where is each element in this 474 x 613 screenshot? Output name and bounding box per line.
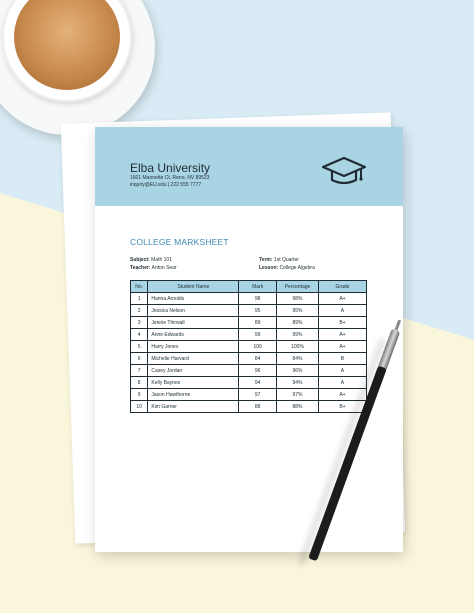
cell-grade: A+	[318, 341, 366, 353]
lesson-line	[259, 265, 315, 271]
cell-mark: 88	[239, 401, 277, 413]
cell-mark: 99	[239, 329, 277, 341]
table-row	[131, 353, 367, 365]
cell-student-name: Kim Garner	[148, 401, 239, 413]
cell-percentage: 88%	[277, 401, 319, 413]
teacher-value: Anton Sear	[151, 265, 177, 271]
table-row	[131, 341, 367, 353]
cell-grade: A+	[318, 329, 366, 341]
subject-line	[130, 257, 172, 263]
col-header-grade: Grade	[318, 281, 366, 293]
cell-student-name: Harry Jones	[148, 341, 239, 353]
cell-mark: 89	[239, 317, 277, 329]
cell-mark: 97	[239, 389, 277, 401]
table-header-row	[131, 281, 367, 293]
table-row	[131, 401, 367, 413]
document-title: COLLEGE MARKSHEET	[130, 237, 229, 247]
col-header-no: No.	[131, 281, 148, 293]
cell-grade: B+	[318, 317, 366, 329]
cell-grade: A+	[318, 293, 366, 305]
cell-percentage: 97%	[277, 389, 319, 401]
table-row	[131, 293, 367, 305]
cell-percentage: 96%	[277, 365, 319, 377]
cell-grade: A	[318, 365, 366, 377]
cell-mark: 100	[239, 341, 277, 353]
cell-student-name: Jessica Nelson	[148, 305, 239, 317]
cell-no: 8	[131, 377, 148, 389]
university-name: Elba University	[130, 161, 211, 175]
cell-grade: A	[318, 305, 366, 317]
subject-label: Subject:	[130, 257, 150, 263]
table-row	[131, 305, 367, 317]
cell-grade: B	[318, 353, 366, 365]
cell-percentage: 98%	[277, 293, 319, 305]
table-row	[131, 317, 367, 329]
cell-mark: 84	[239, 353, 277, 365]
graduation-cap-icon	[321, 156, 367, 186]
lesson-label: Lesson:	[259, 265, 279, 271]
cell-percentage: 95%	[277, 305, 319, 317]
cell-no: 7	[131, 365, 148, 377]
term-label: Term:	[259, 257, 273, 263]
cell-percentage: 99%	[277, 329, 319, 341]
term-value: 1st Quarter	[273, 257, 299, 263]
table-row	[131, 389, 367, 401]
col-header-mark: Mark	[239, 281, 277, 293]
cell-grade: A	[318, 377, 366, 389]
university-address: 1601 Mannette Ct, Reno, NV 89523	[130, 175, 210, 181]
cell-mark: 94	[239, 377, 277, 389]
cell-grade: B+	[318, 401, 366, 413]
subject-value: Math 101	[151, 257, 172, 263]
university-contact: inquiry@EU.edu | 222 555 7777	[130, 182, 202, 188]
table-row	[131, 365, 367, 377]
header-band	[95, 127, 403, 206]
lesson-value: College Algebra	[279, 265, 315, 271]
teacher-line	[130, 265, 177, 271]
cell-mark: 96	[239, 365, 277, 377]
table-row	[131, 329, 367, 341]
col-header-percentage: Percentage	[277, 281, 319, 293]
cell-student-name: Anne Edwards	[148, 329, 239, 341]
table-row	[131, 377, 367, 389]
cell-no: 1	[131, 293, 148, 305]
cell-percentage: 84%	[277, 353, 319, 365]
cell-student-name: Jason Hawthorne	[148, 389, 239, 401]
cell-mark: 95	[239, 305, 277, 317]
cell-percentage: 89%	[277, 317, 319, 329]
cell-percentage: 94%	[277, 377, 319, 389]
cell-grade: A+	[318, 389, 366, 401]
cell-no: 2	[131, 305, 148, 317]
marks-table	[130, 280, 367, 413]
cell-student-name: Hanna Arnolds	[148, 293, 239, 305]
cell-percentage: 100%	[277, 341, 319, 353]
cell-no: 10	[131, 401, 148, 413]
cell-student-name: Casey Jordan	[148, 365, 239, 377]
cell-student-name: Michelle Harvard	[148, 353, 239, 365]
cell-no: 9	[131, 389, 148, 401]
cell-no: 6	[131, 353, 148, 365]
teacher-label: Teacher:	[130, 265, 151, 271]
cell-mark: 98	[239, 293, 277, 305]
cell-no: 3	[131, 317, 148, 329]
col-header-student-name: Student Name	[148, 281, 239, 293]
cell-student-name: Jennie Thirwall	[148, 317, 239, 329]
term-line	[259, 257, 299, 263]
cell-no: 4	[131, 329, 148, 341]
marksheet-paper	[95, 127, 403, 552]
cell-no: 5	[131, 341, 148, 353]
cell-student-name: Kelly Baynes	[148, 377, 239, 389]
